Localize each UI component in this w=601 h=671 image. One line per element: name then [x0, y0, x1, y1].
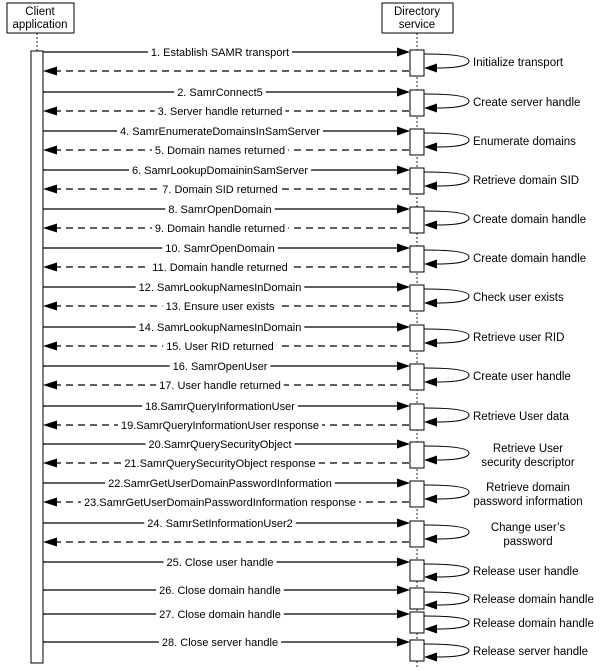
action-label: Retrieve domain [486, 482, 570, 494]
operation-1 [43, 46, 564, 76]
self-loop-arrowhead [424, 299, 437, 308]
request-arrowhead [397, 558, 410, 567]
response-label: 9. Domain handle returned [154, 223, 286, 235]
request-arrowhead [397, 244, 410, 253]
action-label: password information [473, 496, 583, 508]
service-activation-box [410, 285, 424, 311]
response-label: 3. Server handle returned [157, 106, 283, 118]
request-label: 28. Close server handle [161, 637, 279, 649]
response-arrowhead [43, 185, 57, 194]
self-loop-arrowhead [424, 104, 437, 113]
response-label: 11. Domain handle returned [152, 262, 288, 274]
operation-5 [43, 203, 586, 235]
service-activation-box [410, 560, 424, 581]
service-activation-box [410, 207, 424, 233]
request-label: 20.SamrQuerySecurityObject [148, 439, 292, 451]
service-activation-box [410, 90, 424, 116]
service-activation-box [410, 246, 424, 272]
service-title-line2: service [398, 19, 436, 31]
operation-3 [43, 125, 576, 157]
response-arrowhead [43, 146, 57, 155]
response-label: 15. User RID returned [166, 341, 274, 353]
client-title-line2: application [12, 19, 68, 31]
service-activation-box [410, 168, 424, 194]
action-label: Create server handle [473, 97, 581, 109]
self-loop-arrowhead [424, 418, 437, 427]
request-arrowhead [397, 440, 410, 449]
response-label: 23.SamrGetUserDomainPasswordInformation response [83, 497, 357, 509]
request-label: 22.SamrGetUserDomainPasswordInformation [108, 478, 332, 490]
response-label: 13. Ensure user exists [165, 301, 275, 313]
request-label: 4. SamrEnumerateDomainsInSamServer [120, 126, 320, 138]
action-label: Retrieve domain SID [473, 175, 580, 187]
request-arrowhead [397, 479, 410, 488]
response-arrowhead [43, 224, 57, 233]
operation-17 [43, 636, 588, 662]
operation-9 [43, 360, 571, 392]
action-label: Release user handle [473, 566, 579, 578]
request-label: 1. Establish SAMR transport [150, 47, 290, 59]
service-activation-box [410, 129, 424, 155]
action-label: password [503, 536, 553, 548]
operation-7 [43, 281, 564, 313]
self-loop-arrowhead [424, 625, 437, 634]
response-arrowhead [43, 67, 57, 76]
request-label: 14. SamrLookupNamesInDomain [138, 322, 302, 334]
operation-12 [43, 477, 583, 509]
response-arrowhead [43, 302, 57, 311]
request-arrowhead [397, 283, 410, 292]
self-loop-arrowhead [424, 64, 437, 73]
operation-6 [43, 242, 586, 274]
request-arrowhead [397, 166, 410, 175]
request-label: 26. Close domain handle [159, 585, 281, 597]
response-arrowhead [43, 459, 57, 468]
operation-16 [43, 608, 594, 634]
self-loop-arrowhead [424, 601, 437, 610]
self-loop-arrowhead [424, 378, 437, 387]
response-arrowhead [43, 342, 57, 351]
response-arrowhead [43, 498, 57, 507]
service-activation-box [410, 612, 424, 633]
request-arrowhead [397, 610, 410, 619]
operation-4 [43, 164, 579, 196]
service-activation-box [410, 521, 424, 547]
response-label: 7. Domain SID returned [162, 184, 278, 196]
response-label: 21.SamrQuerySecurityObject response [124, 458, 316, 470]
request-label: 16. SamrOpenUser [172, 361, 268, 373]
response-arrowhead [43, 538, 57, 547]
action-label: Create domain handle [473, 253, 587, 265]
request-label: 25. Close user handle [166, 557, 274, 569]
service-activation-box [410, 442, 424, 468]
action-label: Initialize transport [473, 57, 564, 69]
operation-14 [43, 556, 579, 582]
request-label: 2. SamrConnect5 [177, 87, 263, 99]
request-arrowhead [397, 586, 410, 595]
operation-15 [43, 584, 594, 610]
operation-2 [43, 86, 580, 118]
response-label: 5. Domain names returned [154, 145, 286, 157]
response-arrowhead [43, 107, 57, 116]
action-label: Enumerate domains [473, 136, 576, 148]
service-activation-box [410, 588, 424, 609]
operation-8 [43, 321, 564, 353]
request-label: 10. SamrOpenDomain [165, 243, 275, 255]
action-label: Check user exists [473, 292, 564, 304]
service-title [394, 6, 440, 31]
action-label: Release server handle [473, 646, 589, 658]
client-activation-bar [31, 51, 43, 663]
request-label: 24. SamrSetInformationUser2 [147, 518, 293, 530]
self-loop-arrowhead [424, 535, 437, 544]
request-arrowhead [397, 127, 410, 136]
request-arrowhead [397, 205, 410, 214]
request-label: 12. SamrLookupNamesInDomain [138, 282, 302, 294]
request-label: 8. SamrOpenDomain [168, 204, 272, 216]
action-label: Retrieve User data [473, 411, 569, 423]
request-label: 18.SamrQueryInformationUser [145, 401, 295, 413]
action-label: Create user handle [473, 371, 571, 383]
service-activation-box [410, 50, 424, 76]
request-arrowhead [397, 638, 410, 647]
client-title-line1: Client [25, 6, 55, 18]
action-label: Retrieve user RID [473, 332, 565, 344]
service-title-line1: Directory [393, 6, 441, 18]
action-label: Release domain handle [473, 618, 594, 630]
self-loop-arrowhead [424, 339, 437, 348]
self-loop-arrowhead [424, 143, 437, 152]
action-label: Release domain handle [473, 594, 594, 606]
action-label: Retrieve User [492, 443, 564, 455]
request-arrowhead [397, 48, 410, 57]
action-label: Change user’s [490, 522, 566, 534]
self-loop-arrowhead [424, 221, 437, 230]
request-arrowhead [397, 362, 410, 371]
action-label: Create domain handle [473, 214, 587, 226]
service-activation-box [410, 481, 424, 507]
request-arrowhead [397, 519, 410, 528]
self-loop-arrowhead [424, 495, 437, 504]
self-loop-arrowhead [424, 573, 437, 582]
request-arrowhead [397, 402, 410, 411]
request-label: 27. Close domain handle [159, 609, 281, 621]
request-arrowhead [397, 323, 410, 332]
service-activation-box [410, 364, 424, 390]
operation-13 [43, 517, 565, 548]
response-label: 17. User handle returned [159, 380, 281, 392]
action-label: security descriptor [481, 457, 575, 469]
response-arrowhead [43, 381, 57, 390]
self-loop-arrowhead [424, 456, 437, 465]
service-activation-box [410, 325, 424, 351]
self-loop-arrowhead [424, 653, 437, 662]
service-activation-box [410, 404, 424, 430]
request-label: 6. SamrLookupDomaininSamServer [131, 165, 309, 177]
operation-10 [43, 400, 569, 432]
response-arrowhead [43, 421, 57, 430]
operations [43, 46, 594, 662]
self-loop-arrowhead [424, 182, 437, 191]
request-arrowhead [397, 88, 410, 97]
self-loop-arrowhead [424, 260, 437, 269]
response-label: 19.SamrQueryInformationUser response [120, 420, 320, 432]
service-activation-box [410, 640, 424, 661]
operation-11 [43, 438, 575, 470]
response-arrowhead [43, 263, 57, 272]
